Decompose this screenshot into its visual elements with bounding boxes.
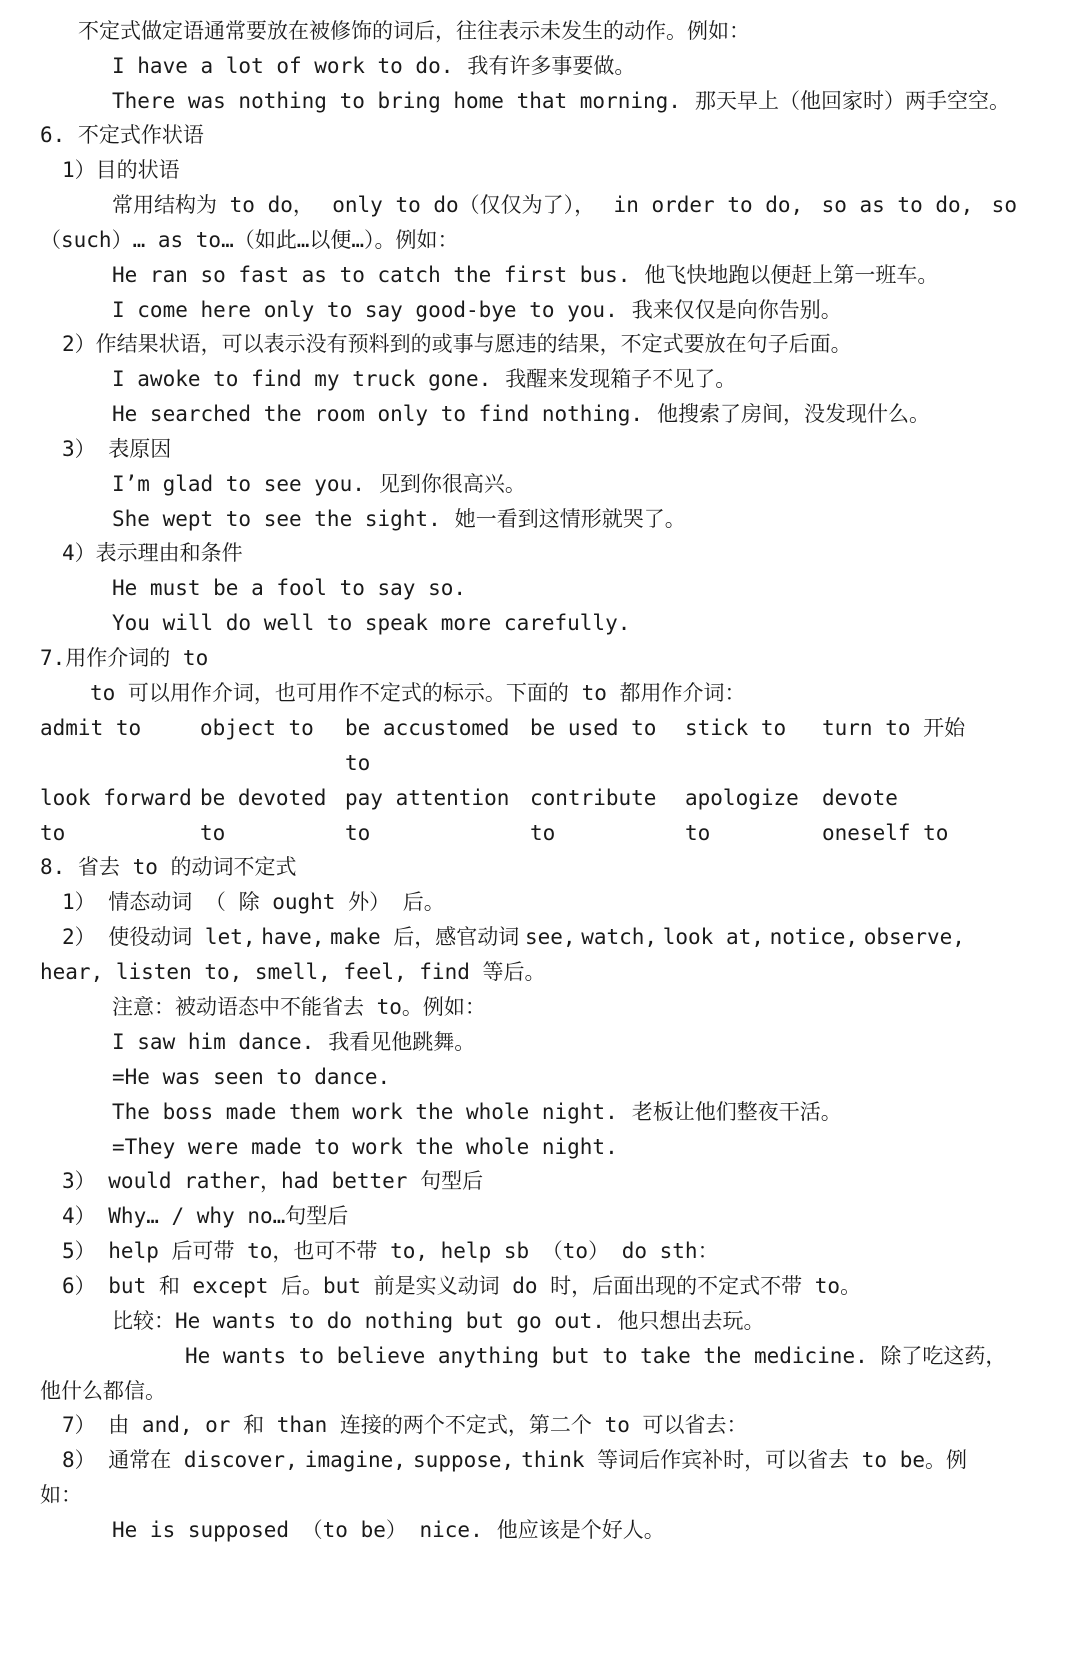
compare-line-cont: 他什么都信。 <box>40 1379 166 1403</box>
structure-line-cont: （such）… as to…（如此…以便…）。例如： <box>40 228 459 252</box>
subheading-condition: 4）表示理由和条件 <box>62 541 243 565</box>
example-zh: 我有许多事要做。 <box>467 54 636 78</box>
subheading-result: 2）作结果状语，可以表示没有预料到的或事与愿违的结果，不定式要放在句子后面。 <box>62 332 852 356</box>
table-cell: look forward <box>40 786 192 810</box>
section-heading-6: 6. 不定式作状语 <box>40 123 204 147</box>
text-fragment: 2） 使役动词 let, <box>62 925 256 949</box>
table-cell: be devoted <box>200 786 327 810</box>
text-fragment: have, <box>261 925 325 949</box>
list-item: 6） but 和 except 后。but 前是实义动词 do 时，后面出现的不定式不带 to。 <box>62 1274 862 1298</box>
list-item-cont: 如： <box>40 1483 82 1507</box>
compare-line: 比较：He wants to do nothing but go out. 他只想出去玩。 <box>112 1309 765 1333</box>
table-cell: to <box>685 821 711 845</box>
subheading-purpose: 1）目的状语 <box>62 158 180 182</box>
compare-line: He wants to believe anything but to take the medicine. 除了吃这药， <box>185 1344 1007 1368</box>
table-cell: contribute <box>530 786 657 810</box>
example-line <box>112 51 635 81</box>
example-en: He searched the room only to find nothing. <box>112 402 644 426</box>
example-zh: 我来仅仅是向你告别。 <box>631 298 842 322</box>
example-line <box>112 295 842 325</box>
text-fragment: notice, <box>769 925 859 949</box>
table-cell: object to <box>200 716 314 740</box>
example-en: You will do well to speak more carefully. <box>112 611 631 635</box>
text-fragment: imagine, <box>304 1448 406 1472</box>
example-line <box>112 504 686 534</box>
text-fragment: see, <box>524 925 576 949</box>
note-line: 注意：被动语态中不能省去 to。例如： <box>112 995 486 1019</box>
example-zh: 那天早上（他回家时）两手空空。 <box>694 89 1010 113</box>
text-fragment: look at, <box>662 925 764 949</box>
example-zh: 见到你很高兴。 <box>378 472 526 496</box>
paragraph-s7-intro: to 可以用作介词，也可用作不定式的标示。下面的 to 都用作介词： <box>90 681 746 705</box>
example-line <box>112 1515 665 1545</box>
text-fragment: so <box>991 193 1017 217</box>
example-line <box>112 469 526 499</box>
text-fragment: in order to do, <box>613 193 804 217</box>
example-en: He is supposed （to be） nice. <box>112 1518 483 1542</box>
text-fragment: watch, <box>581 925 658 949</box>
example-en: She wept to see the sight. <box>112 507 441 531</box>
list-item <box>62 1445 967 1475</box>
list-item-cont: hear, listen to, smell, feel, find 等后。 <box>40 960 546 984</box>
example-zh: 他应该是个好人。 <box>496 1518 665 1542</box>
example-zh: 他飞快地跑以便赶上第一班车。 <box>644 263 939 287</box>
text-fragment: observe, <box>863 925 965 949</box>
table-cell: be used to <box>530 716 657 740</box>
table-cell: oneself to <box>822 821 949 845</box>
text-fragment: 常用结构为 to do， <box>112 193 314 217</box>
section-heading-7: 7.用作介词的 to <box>40 646 209 670</box>
example-en: =He was seen to dance. <box>112 1065 391 1089</box>
table-cell: be accustomed <box>345 716 510 740</box>
table-cell: stick to <box>685 716 787 740</box>
list-item: 3） would rather，had better 句型后 <box>62 1169 484 1193</box>
example-en: =They were made to work the whole night. <box>112 1135 618 1159</box>
example-en: I come here only to say good-bye to you. <box>112 298 618 322</box>
example-en: I awoke to find my truck gone. <box>112 367 492 391</box>
example-line <box>112 1132 618 1162</box>
subheading-reason: 3） 表原因 <box>62 437 172 461</box>
text-fragment: 8） 通常在 discover, <box>62 1448 298 1472</box>
example-line <box>112 86 1010 116</box>
list-item <box>62 922 965 952</box>
example-line <box>112 1027 475 1057</box>
example-line <box>112 1097 842 1127</box>
example-line <box>112 1062 390 1092</box>
text-fragment: make 后，感官动词 <box>330 925 520 949</box>
list-item: 1） 情态动词 （ 除 ought 外） 后。 <box>62 890 445 914</box>
text-fragment: think 等词后作宾补时，可以省去 to be。例 <box>521 1448 967 1472</box>
example-en: He ran so fast as to catch the first bus. <box>112 263 631 287</box>
example-zh: 我看见他跳舞。 <box>328 1030 476 1054</box>
table-cell: devote <box>822 786 898 810</box>
example-en: I saw him dance. <box>112 1030 315 1054</box>
section-heading-8: 8. 省去 to 的动词不定式 <box>40 855 297 879</box>
table-cell: turn to 开始 <box>822 716 966 740</box>
example-line <box>112 364 736 394</box>
list-item: 7） 由 and, or 和 than 连接的两个不定式，第二个 to 可以省去： <box>62 1413 748 1437</box>
text-fragment: only to do（仅仅为了）， <box>332 193 596 217</box>
table-cell: to <box>40 821 66 845</box>
structure-line <box>112 190 1017 220</box>
example-zh: 老板让他们整夜干活。 <box>631 1100 842 1124</box>
example-en: The boss made them work the whole night. <box>112 1100 618 1124</box>
example-en: I have a lot of work to do. <box>112 54 454 78</box>
example-zh: 他搜索了房间，没发现什么。 <box>657 402 931 426</box>
example-en: I’m glad to see you. <box>112 472 365 496</box>
table-cell: to <box>345 821 371 845</box>
text-fragment: so as to do, <box>821 193 974 217</box>
table-cell: apologize <box>685 786 799 810</box>
example-en: He must be a fool to say so. <box>112 576 467 600</box>
list-item: 4） Why… / why no…句型后 <box>62 1204 349 1228</box>
text-fragment: suppose, <box>413 1448 515 1472</box>
table-cell: admit to <box>40 716 142 740</box>
list-item: 5） help 后可带 to，也可不带 to, help sb （to） do sth： <box>62 1239 719 1263</box>
example-line <box>112 399 930 429</box>
example-line <box>112 260 938 290</box>
table-cell: to <box>345 751 371 775</box>
table-cell: to <box>530 821 556 845</box>
table-cell: pay attention <box>345 786 510 810</box>
example-en: There was nothing to bring home that morning. <box>112 89 681 113</box>
table-cell: to <box>200 821 226 845</box>
example-zh: 我醒来发现箱子不见了。 <box>505 367 737 391</box>
paragraph-intro: 不定式做定语通常要放在被修饰的词后，往往表示未发生的动作。例如： <box>78 19 750 43</box>
example-zh: 她一看到这情形就哭了。 <box>454 507 686 531</box>
